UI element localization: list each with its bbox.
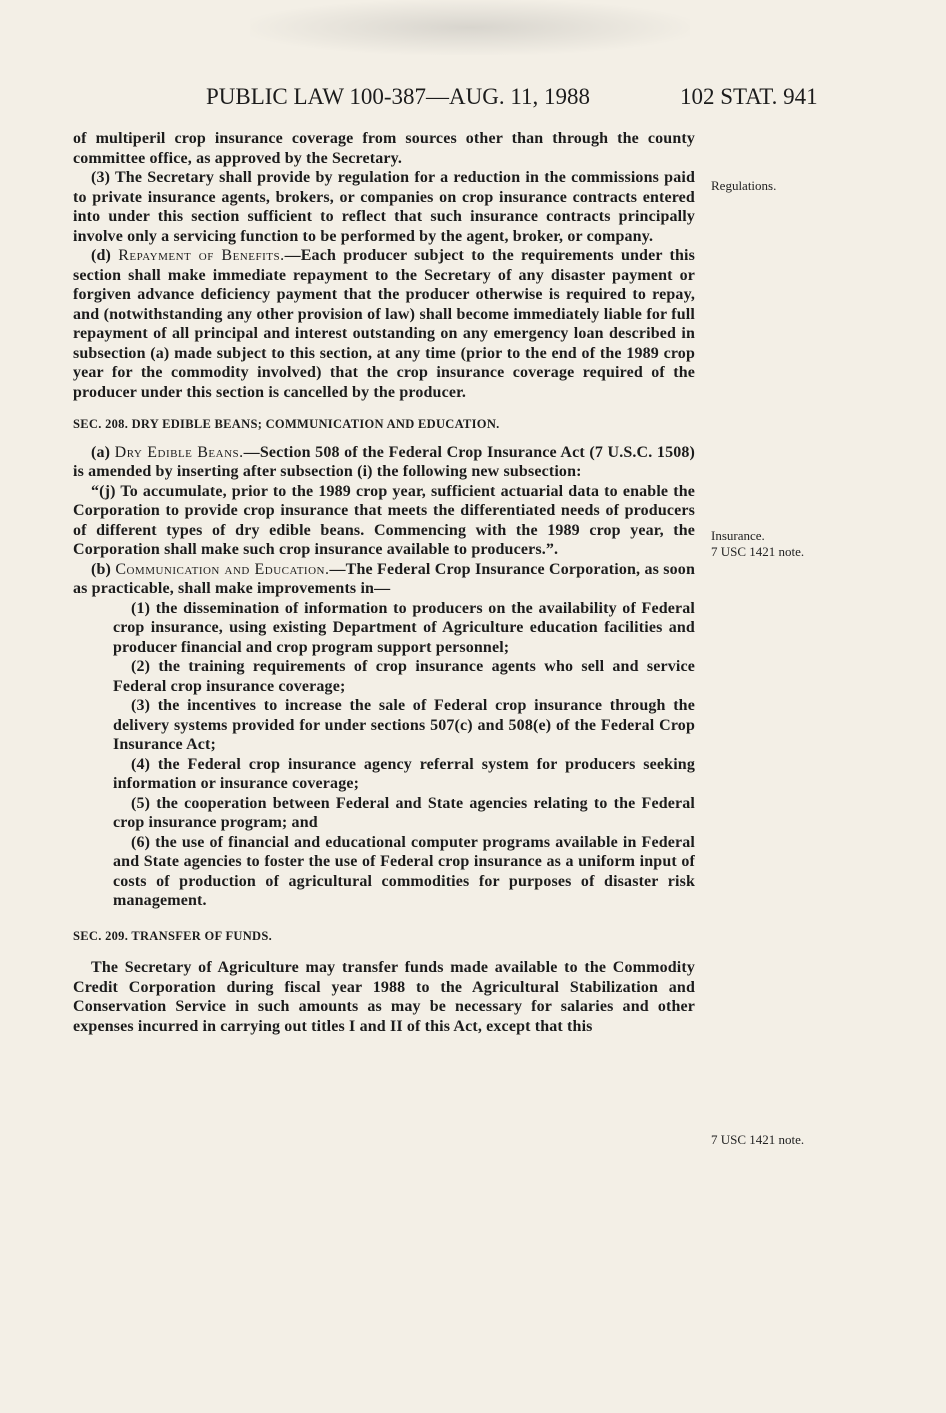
subsection-label: (b) [91, 560, 112, 578]
section-209-heading: SEC. 209. TRANSFER OF FUNDS. [73, 928, 273, 943]
list-item: (2) the training requirements of crop insurance agents who sell and service Federal crop insurance coverage; [113, 658, 695, 695]
stat-page-number: 102 STAT. 941 [680, 84, 818, 109]
list-item: (3) the incentives to increase the sale of Federal crop insurance through the delivery systems provided for under sections 507(c) and 508(e) of the Federal Crop Insurance Act; [113, 697, 695, 753]
paragraph-communication [73, 560, 695, 599]
margin-note-usc-208: 7 USC 1421 note. [711, 544, 805, 559]
paragraph-transfer-funds: The Secretary of Agriculture may transfer funds made available to the Commodity Credit Corporation during fiscal year 1988 to the Agricultural Stabilization and Conservation Service in such amounts as may be necessary for salaries and other expenses incurred in carrying out titles I and II of this Act, except that this [73, 959, 695, 1035]
list-item: (5) the cooperation between Federal and State agencies relating to the Federal crop insurance program; and [113, 794, 695, 831]
page-title: PUBLIC LAW 100-387—AUG. 11, 1988 [205, 84, 591, 109]
subsection-heading: Repayment of Benefits. [118, 247, 285, 264]
subsection-heading: Communication and Education. [115, 560, 330, 578]
subsection-label: (d) [91, 247, 112, 264]
subsection-heading: Dry Edible Beans. [114, 443, 244, 461]
list-item: (6) the use of financial and educational computer programs available in Federal and State agencies to foster the use of Federal crop insurance as a uniform input of costs of production of agricultural commodities for purposes of disaster risk management. [113, 833, 695, 909]
subsection-text: —Each producer subject to the requirements under this section shall make immediate repayment to the Secretary of any disaster payment or forgiven advance deficiency payment that the producer otherwise is required to repay, and (notwithstanding any other provision of law) shall become immediately liable for full repayment of all principal and interest outstanding on any emergency loan described in subsection (a) made subject to this section, at any time (prior to the end of the 1989 crop year for the commodity involved) that the crop insurance coverage required of the producer under this section is cancelled by the producer. [73, 247, 695, 401]
margin-note-regulations: Regulations. [711, 178, 777, 193]
paragraph-quoted-amendment: “(j) To accumulate, prior to the 1989 crop year, sufficient actuarial data to enable the Corporation to provide crop insurance that meets the differentiated needs of producers of different types of dry edible beans. Commencing with the 1989 crop year, the Corporation shall make such crop insurance available to producers.”. [73, 482, 695, 558]
statute-body [73, 129, 695, 1036]
list-item: (1) the dissemination of information to producers on the availability of Federal crop insurance, using existing Department of Agriculture education facilities and producer financial and crop program support personnel; [113, 599, 695, 656]
paragraph-repayment [73, 246, 695, 402]
paragraph-dry-edible-beans [73, 443, 695, 482]
margin-note-insurance: Insurance. [711, 528, 765, 543]
margin-note-usc-209: 7 USC 1421 note. [711, 1132, 805, 1147]
page-header [0, 84, 946, 114]
section-208-heading: SEC. 208. DRY EDIBLE BEANS; COMMUNICATION AND EDUCATION. [73, 417, 500, 431]
paragraph-regulation: (3) The Secretary shall provide by regulation for a reduction in the commissions paid to private insurance agents, brokers, or companies on crop insurance contracts entered into under this section sufficient to reflect that such insurance contracts principally involve only a servicing function to be performed by the agent, broker, or company. [73, 169, 695, 245]
subsection-label: (a) [91, 443, 111, 461]
scan-artifact [250, 0, 690, 55]
subsection-text: —Section 508 of the Federal Crop Insurance Act (7 U.S.C. 1508) is amended by inserting after subsection (i) the following new subsection: [73, 443, 696, 480]
paragraph-continuation: of multiperil crop insurance coverage from sources other than through the county committee office, as approved by the Secretary. [73, 130, 695, 167]
list-item: (4) the Federal crop insurance agency referral system for producers seeking information or insurance coverage; [113, 755, 695, 792]
subsection-text: —The Federal Crop Insurance Corporation, as soon as practicable, shall make improvements in— [73, 560, 695, 597]
